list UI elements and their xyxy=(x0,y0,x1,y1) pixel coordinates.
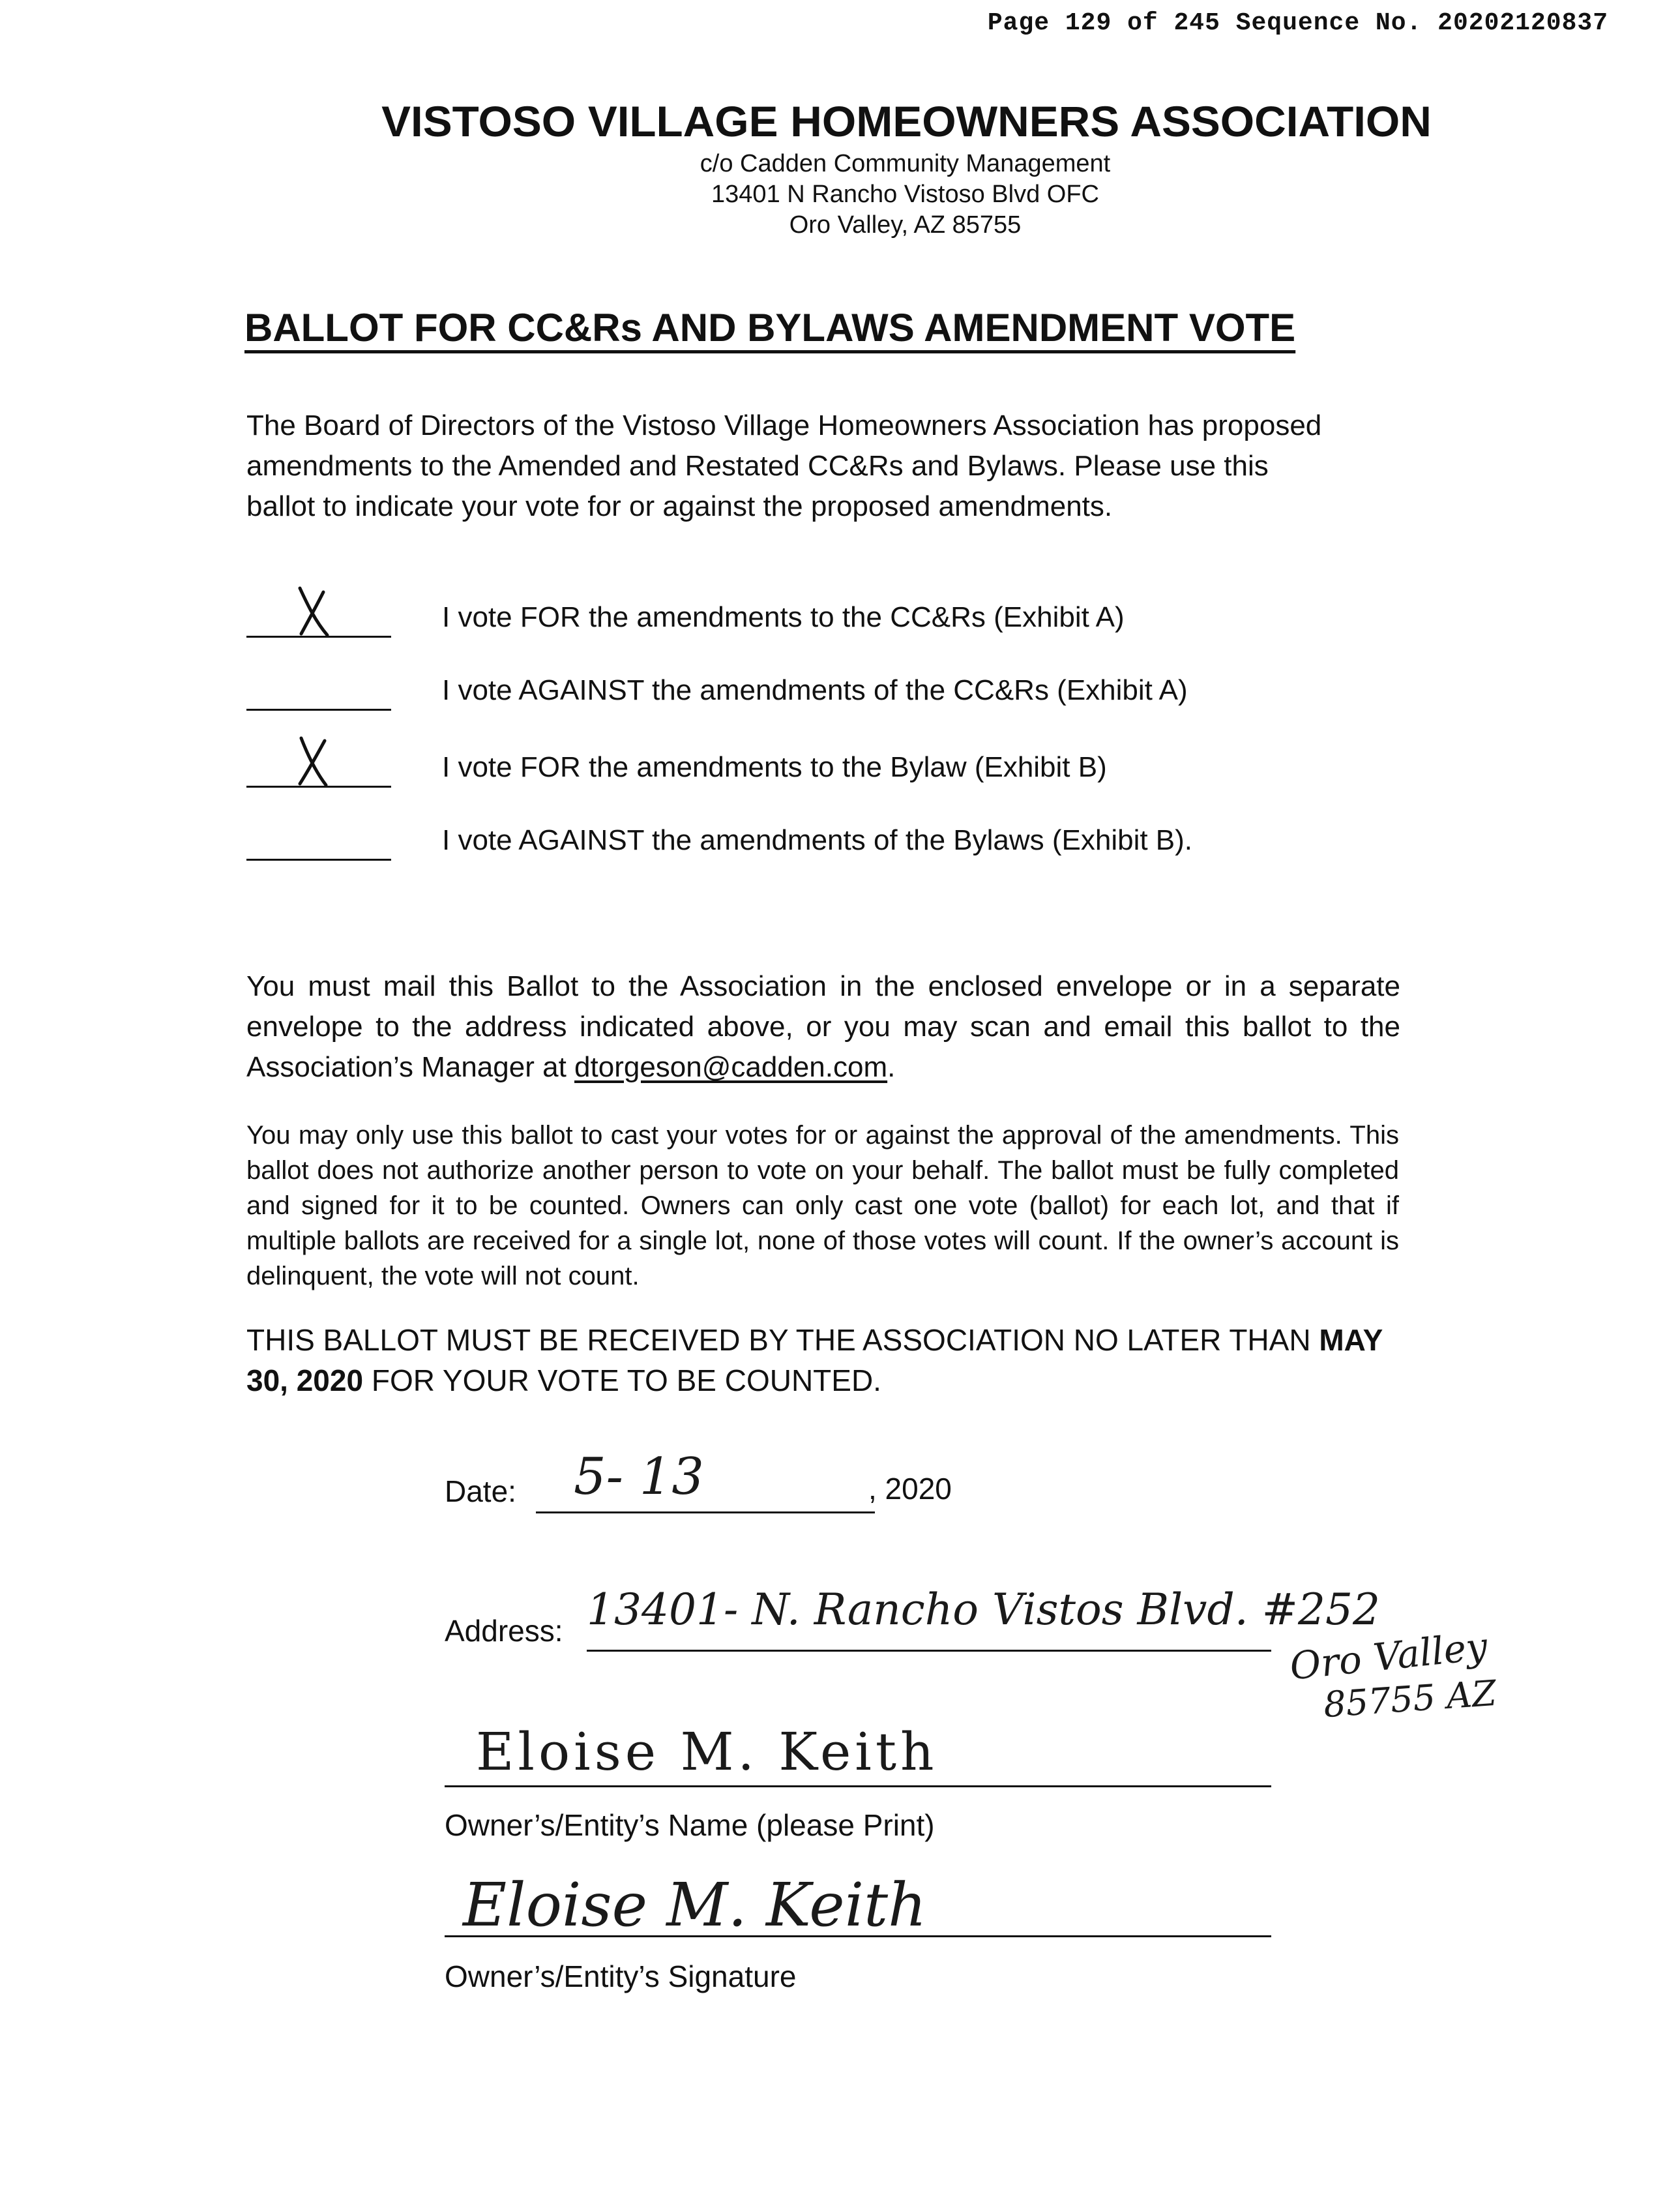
vote-blank-line xyxy=(246,709,391,711)
vote-label: I vote FOR the amendments to the Bylaw (Exhibit B) xyxy=(442,751,1107,783)
name-line xyxy=(445,1785,1271,1787)
mail-instructions-paragraph xyxy=(246,966,1400,1088)
address-zip-handwritten: 85755 AZ xyxy=(1322,1672,1498,1726)
signature-handwritten[interactable]: Eloise M. Keith xyxy=(463,1870,927,1940)
vote-blank-line xyxy=(246,636,391,638)
vote-row-bylaws-for[interactable] xyxy=(246,736,1485,788)
association-name: VISTOSO VILLAGE HOMEOWNERS ASSOCIATION xyxy=(381,97,1432,145)
usage-text: You may only use this ballot to cast your votes for or against the approval of the amendments. This ballot does not authorize another person to vote on your behalf. The ballot must be fully completed and signed for it to be counted. Owners can only cast one vote (ballot) for each lot, and that if multiple ballots are received for a single lot, none of those votes will count. If the owner’s account is delinquent, the vote will not count. xyxy=(246,1121,1399,1290)
mail-instructions-text: You must mail this Ballot to the Association in the enclosed envelope or in a separate envelope to the address indicated above, or you may scan and email this ballot to the Association’s Manager at xyxy=(246,970,1400,1083)
date-handwritten[interactable]: 5- 13 xyxy=(574,1448,705,1506)
mail-instructions-end: . xyxy=(887,1051,896,1083)
deadline-part2: FOR YOUR VOTE TO BE COUNTED. xyxy=(371,1363,881,1397)
x-mark-icon xyxy=(293,586,332,636)
vote-row-ccrs-for[interactable] xyxy=(246,586,1485,638)
x-mark-icon xyxy=(293,736,332,786)
page-sequence-header: Page 129 of 245 Sequence No. 20202120837 xyxy=(987,9,1608,37)
address-handwritten[interactable]: 13401- N. Rancho Vistos Blvd. #252 xyxy=(587,1584,1380,1635)
date-year: , 2020 xyxy=(868,1472,952,1506)
association-city: Oro Valley, AZ 85755 xyxy=(789,211,1022,239)
date-label: Date: xyxy=(445,1474,516,1508)
deadline-date: MAY 30, 2020 xyxy=(246,1323,1383,1397)
association-care-of: c/o Cadden Community Management xyxy=(700,150,1111,177)
vote-blank-line xyxy=(246,786,391,788)
vote-row-bylaws-against[interactable] xyxy=(246,809,1485,861)
ballot-title: BALLOT FOR CC&Rs AND BYLAWS AMENDMENT VOTE xyxy=(244,306,1296,350)
vote-label: I vote AGAINST the amendments of the Bylaws (Exhibit B). xyxy=(442,824,1193,856)
address-label: Address: xyxy=(445,1614,563,1648)
intro-text: The Board of Directors of the Vistoso Village Homeowners Association has proposed amendments to the Amended and Restated CC&Rs and Bylaws. Please use this ballot to indicate your vote for or against the proposed amendments. xyxy=(246,409,1322,522)
signature-label: Owner’s/Entity’s Signature xyxy=(445,1959,797,1993)
vote-blank-line xyxy=(246,859,391,861)
association-street: 13401 N Rancho Vistoso Blvd OFC xyxy=(711,181,1099,208)
vote-label: I vote FOR the amendments to the CC&Rs (Exhibit A) xyxy=(442,601,1125,633)
date-line xyxy=(536,1511,875,1513)
vote-label: I vote AGAINST the amendments of the CC&Rs (Exhibit A) xyxy=(442,674,1188,706)
deadline-part1: THIS BALLOT MUST BE RECEIVED BY THE ASSOCIATION NO LATER THAN xyxy=(246,1323,1311,1357)
address-line xyxy=(587,1650,1271,1652)
usage-paragraph xyxy=(246,1118,1399,1294)
deadline-paragraph xyxy=(246,1320,1413,1401)
address-city-handwritten: Oro Valley xyxy=(1288,1624,1490,1689)
name-handwritten[interactable]: Eloise M. Keith xyxy=(476,1721,938,1782)
intro-paragraph xyxy=(246,406,1329,527)
manager-email-link[interactable]: dtorgeson@cadden.com xyxy=(574,1051,888,1083)
name-label: Owner’s/Entity’s Name (please Print) xyxy=(445,1808,935,1842)
vote-row-ccrs-against[interactable] xyxy=(246,659,1485,711)
